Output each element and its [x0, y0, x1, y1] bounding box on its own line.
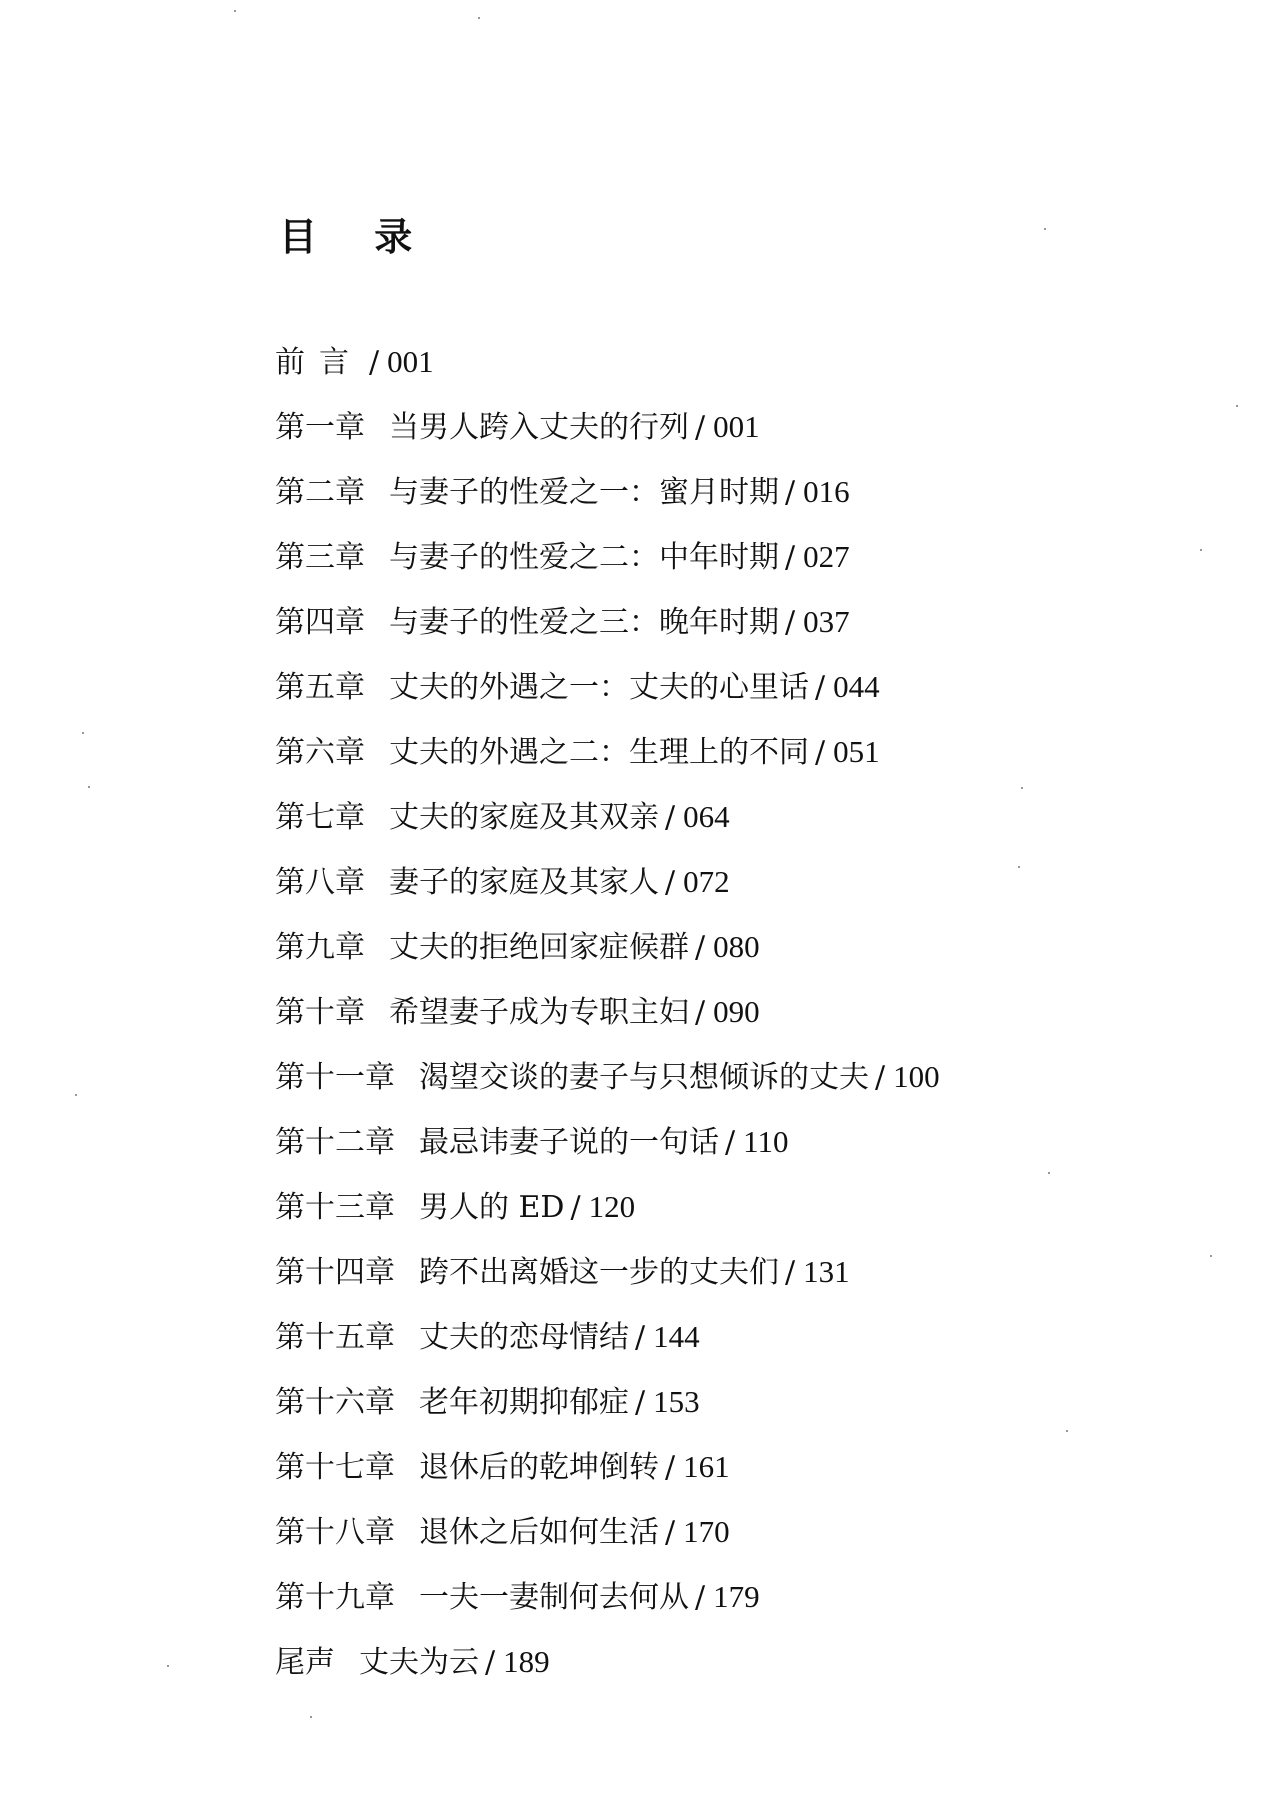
toc-page-number: 161	[683, 1449, 730, 1484]
toc-separator: /	[695, 410, 706, 445]
toc-separator: /	[785, 605, 796, 640]
toc-chapter-label: 第五章	[275, 670, 365, 705]
toc-chapter-label: 第十三章	[275, 1190, 395, 1225]
toc-separator: /	[369, 345, 380, 380]
toc-heading: 丈夫为云	[359, 1645, 479, 1680]
toc-page-number: 153	[653, 1384, 700, 1419]
toc-heading: 丈夫的家庭及其双亲	[389, 800, 659, 835]
toc-chapter-label: 尾声	[275, 1645, 335, 1680]
toc-page-number: 001	[387, 344, 434, 379]
toc-chapter-label: 第三章	[275, 540, 365, 575]
toc-heading: 与妻子的性爱之一：蜜月时期	[389, 475, 779, 510]
toc-separator: /	[815, 735, 826, 770]
scan-speck	[1066, 1430, 1068, 1432]
toc-page-number: 072	[683, 864, 730, 899]
toc-separator: /	[665, 1450, 676, 1485]
toc-separator: /	[665, 1515, 676, 1550]
toc-separator: /	[785, 1255, 796, 1290]
toc-chapter-label: 第十八章	[275, 1515, 395, 1550]
toc-separator: /	[665, 865, 676, 900]
toc-page-number: 044	[833, 669, 880, 704]
toc-page-number: 170	[683, 1514, 730, 1549]
toc-entry	[275, 340, 1175, 405]
toc-page-number: 110	[743, 1124, 789, 1159]
toc-entry	[275, 1315, 1175, 1380]
toc-page-number: 120	[588, 1189, 636, 1224]
toc-page-number: 027	[803, 539, 850, 574]
scan-speck	[75, 1094, 77, 1096]
toc-chapter-label: 第十六章	[275, 1385, 395, 1420]
toc-page-number: 051	[833, 734, 880, 769]
toc-entry	[275, 795, 1175, 860]
toc-entry	[275, 990, 1175, 1055]
toc-chapter-label: 第十九章	[275, 1580, 395, 1615]
toc-page-number: 016	[803, 474, 850, 509]
toc-separator: /	[725, 1125, 736, 1160]
toc-page-number: 090	[713, 994, 760, 1029]
toc-entry	[275, 405, 1175, 470]
toc-page-number: 131	[803, 1254, 850, 1289]
toc-chapter-label: 前言	[275, 345, 363, 380]
toc-heading: 当男人跨入丈夫的行列	[389, 410, 689, 445]
toc-entry	[275, 925, 1175, 990]
toc-page-number: 144	[653, 1319, 700, 1354]
toc-chapter-label: 第七章	[275, 800, 365, 835]
toc-chapter-label: 第十章	[275, 995, 365, 1030]
scan-speck	[88, 786, 90, 788]
toc-heading: 丈夫的外遇之一：丈夫的心里话	[389, 670, 809, 705]
toc-entry	[275, 730, 1175, 795]
scan-speck	[1236, 405, 1238, 407]
toc-entry	[275, 535, 1175, 600]
toc-separator: /	[695, 1580, 706, 1615]
toc-entry	[275, 1575, 1175, 1640]
toc-heading: 跨不出离婚这一步的丈夫们	[419, 1255, 779, 1290]
toc-chapter-label: 第十二章	[275, 1125, 395, 1160]
scan-speck	[1018, 866, 1020, 868]
toc-entry	[275, 470, 1175, 535]
toc-chapter-label: 第十四章	[275, 1255, 395, 1290]
toc-page-number: 100	[893, 1059, 940, 1094]
toc-chapter-label: 第十一章	[275, 1060, 395, 1095]
toc-page-number: 037	[803, 604, 850, 639]
toc-heading: 丈夫的恋母情结	[419, 1320, 629, 1355]
toc-page-number: 064	[683, 799, 730, 834]
toc-chapter-label: 第二章	[275, 475, 365, 510]
toc-heading: 老年初期抑郁症	[419, 1385, 629, 1420]
scan-speck	[1048, 1172, 1050, 1174]
toc-page-number: 080	[713, 929, 760, 964]
toc-separator: /	[875, 1060, 886, 1095]
toc-chapter-label: 第六章	[275, 735, 365, 770]
toc-entry	[275, 1510, 1175, 1575]
toc-entry	[275, 1380, 1175, 1445]
toc-page-number: 179	[713, 1579, 760, 1614]
toc-heading: 一夫一妻制何去何从	[419, 1580, 689, 1615]
toc-separator: /	[665, 800, 676, 835]
toc-heading: 丈夫的拒绝回家症候群	[389, 930, 689, 965]
toc-separator: /	[815, 670, 826, 705]
toc-entry	[275, 665, 1175, 730]
toc-chapter-label: 第一章	[275, 410, 365, 445]
toc-page-number: 001	[713, 409, 760, 444]
toc-chapter-label: 第四章	[275, 605, 365, 640]
toc-heading: 退休之后如何生活	[419, 1515, 659, 1550]
scan-speck	[1210, 1255, 1212, 1257]
toc-entry	[275, 860, 1175, 925]
toc-heading: 退休后的乾坤倒转	[419, 1450, 659, 1485]
toc-entry	[275, 1640, 1175, 1705]
scan-speck	[167, 1665, 169, 1667]
toc-chapter-label: 第九章	[275, 930, 365, 965]
scan-speck	[478, 17, 480, 19]
toc-entry	[275, 1445, 1175, 1510]
toc-title: 目 录	[279, 215, 435, 259]
scan-speck	[1021, 787, 1023, 789]
scan-speck	[1044, 228, 1046, 230]
toc-separator: /	[485, 1645, 496, 1680]
scan-speck	[1200, 549, 1202, 551]
toc-heading: 最忌讳妻子说的一句话	[419, 1125, 719, 1160]
toc-separator: /	[635, 1320, 646, 1355]
toc-heading: 渴望交谈的妻子与只想倾诉的丈夫	[419, 1060, 869, 1095]
toc-separator: /	[695, 995, 706, 1030]
toc-separator: /	[635, 1385, 646, 1420]
toc-heading: 丈夫的外遇之二：生理上的不同	[389, 735, 809, 770]
toc-separator: /	[785, 540, 796, 575]
toc-entry	[275, 1055, 1175, 1120]
toc-heading: 男人的 ED	[419, 1190, 565, 1225]
toc-chapter-label: 第十七章	[275, 1450, 395, 1485]
toc-heading: 与妻子的性爱之三：晚年时期	[389, 605, 779, 640]
toc-heading: 妻子的家庭及其家人	[389, 865, 659, 900]
toc-chapter-label: 第十五章	[275, 1320, 395, 1355]
table-of-contents	[275, 340, 1175, 1705]
toc-page-number: 189	[503, 1644, 550, 1679]
toc-entry	[275, 1120, 1175, 1185]
toc-heading: 与妻子的性爱之二：中年时期	[389, 540, 779, 575]
toc-entry	[275, 600, 1175, 665]
toc-entry	[275, 1250, 1175, 1315]
toc-separator: /	[695, 930, 706, 965]
scan-speck	[310, 1716, 312, 1718]
scan-speck	[234, 10, 236, 12]
toc-separator: /	[785, 475, 796, 510]
toc-heading: 希望妻子成为专职主妇	[389, 995, 689, 1030]
toc-separator: /	[570, 1190, 581, 1225]
toc-entry	[275, 1185, 1175, 1250]
toc-chapter-label: 第八章	[275, 865, 365, 900]
scan-speck	[82, 732, 84, 734]
